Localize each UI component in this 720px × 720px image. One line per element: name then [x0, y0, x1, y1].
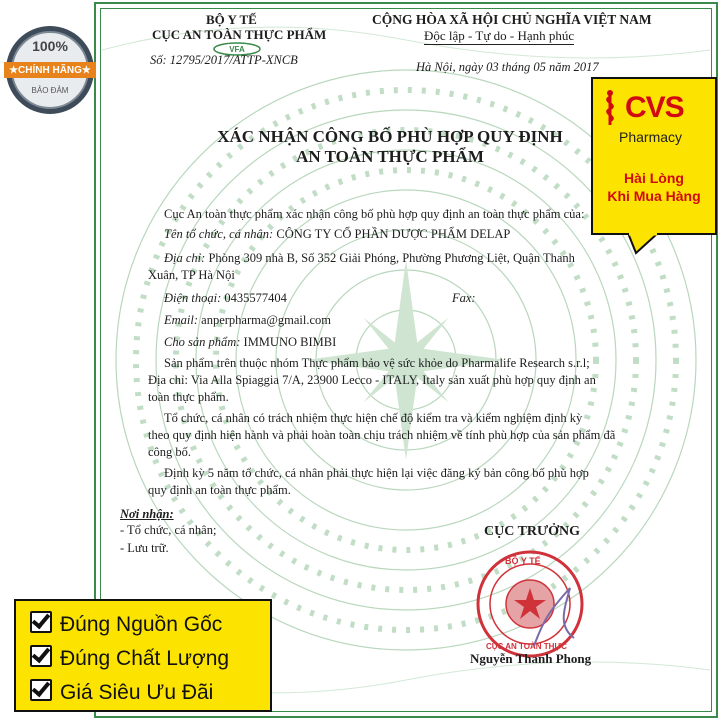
org-value: CÔNG TY CỔ PHẦN DƯỢC PHẨM DELAP	[276, 227, 511, 241]
para2-line3: công bố.	[148, 445, 192, 459]
checkbox-icon	[30, 679, 52, 701]
national-motto: Độc lập - Tự do - Hạnh phúc	[424, 28, 575, 43]
cvs-subtitle: Pharmacy	[619, 129, 683, 145]
guarantee-item-1	[30, 611, 222, 637]
para2-line1: Tổ chức, cá nhân có trách nhiệm thực hiện chế độ kiểm tra và kiểm nghiệm định kỳ	[164, 411, 583, 425]
product-value: IMMUNO BIMBI	[243, 335, 337, 349]
document-title-line1: XÁC NHẬN CÔNG BỐ PHÙ HỢP QUY ĐỊNH	[217, 127, 563, 146]
para1-line3: toàn thực phẩm.	[148, 390, 229, 404]
address-line	[164, 250, 575, 267]
checkbox-icon	[30, 611, 52, 633]
intro-text: Cục An toàn thực phẩm xác nhận công bố phù hợp quy định an toàn thực phẩm của:	[164, 207, 585, 221]
guarantee-text-3: Giá Siêu Ưu Đãi	[60, 681, 214, 704]
issue-date: Hà Nội, ngày 03 tháng 05 năm 2017	[416, 60, 599, 74]
para1-line1: Sản phẩm trên thuộc nhóm Thực phẩm bảo vệ sức khỏe do Pharmalife Research s.r.l;	[164, 356, 590, 370]
cvs-box-pointer	[628, 233, 658, 255]
svg-text:VFA: VFA	[229, 45, 245, 54]
guarantee-item-2	[30, 645, 229, 671]
phone-value: 0435577404	[224, 291, 287, 305]
para3-line2: quy định an toàn thực phẩm.	[148, 483, 291, 497]
checkbox-icon	[30, 645, 52, 667]
seal-bottom-text: BẢO ĐẢM	[31, 86, 69, 95]
para2-line2: theo quy định hiện hành và phải hoàn toàn chịu trách nhiệm về tính phù hợp của sản phẩm đã	[148, 428, 616, 442]
cvs-slogan-line1: Hài Lòng	[624, 170, 684, 186]
phone-label: Điện thoại:	[164, 291, 222, 305]
stamp-top-text: BỘ Y TẾ	[505, 556, 541, 566]
signer-name: Nguyễn Thanh Phong	[470, 651, 592, 666]
document-title-line2: AN TOÀN THỰC PHẨM	[296, 147, 484, 166]
stamp-bottom-text: CỤC AN TOÀN THỰC	[486, 642, 567, 651]
para1-line2: Địa chỉ: Via Alla Spiaggia 7/A, 23900 Lecco - ITALY, Italy sản xuất phù hợp quy định an	[148, 373, 596, 387]
seal-ribbon-text: ★CHÍNH HÃNG★	[9, 65, 91, 76]
cvs-logo-text: CVS	[625, 91, 684, 124]
guarantee-text-2: Đúng Chất Lượng	[60, 647, 230, 670]
seal-percent: 100%	[32, 38, 68, 54]
cvs-slogan-line2: Khi Mua Hàng	[607, 188, 701, 204]
cvs-slogan	[593, 169, 715, 205]
fax-label: Fax:	[452, 291, 476, 305]
republic-name: CỘNG HÒA XÃ HỘI CHỦ NGHĨA VIỆT NAM	[372, 12, 652, 27]
email-line	[164, 312, 331, 329]
guarantee-item-3	[30, 679, 213, 705]
guarantee-box	[14, 599, 272, 712]
department-name: CỤC AN TOÀN THỰC PHẨM	[152, 27, 327, 42]
para3-line1: Định kỳ 5 năm tổ chức, cá nhân phải thực hiện lại việc đăng ký bản công bố phù hợp	[164, 466, 589, 480]
address-value-2: Xuân, TP Hà Nội	[148, 268, 235, 282]
address-value-1: Phòng 309 nhà B, Số 352 Giải Phóng, Phường Phương Liệt, Quận Thanh	[208, 251, 575, 265]
org-label: Tên tổ chức, cá nhân:	[164, 227, 274, 241]
org-line	[164, 226, 510, 243]
caduceus-icon	[599, 89, 621, 127]
document-number: Số: 12795/2017/ATTP-XNCB	[150, 53, 298, 67]
recipient-item-2: - Lưu trữ.	[120, 541, 169, 555]
email-label: Email:	[164, 313, 199, 327]
email-value: anperpharma@gmail.com	[201, 313, 332, 327]
cvs-promo-box	[591, 77, 717, 235]
guarantee-text-1: Đúng Nguồn Gốc	[60, 613, 223, 636]
recipients-label: Nơi nhận:	[120, 507, 174, 521]
product-line	[164, 334, 336, 351]
phone-line	[164, 290, 287, 307]
product-label: Cho sản phẩm:	[164, 335, 241, 349]
signer-role: CỤC TRƯỞNG	[484, 524, 581, 539]
address-label: Địa chỉ:	[164, 251, 206, 265]
ministry-name: BỘ Y TẾ	[206, 12, 257, 27]
recipient-item-1: - Tổ chức, cá nhân;	[120, 523, 217, 537]
